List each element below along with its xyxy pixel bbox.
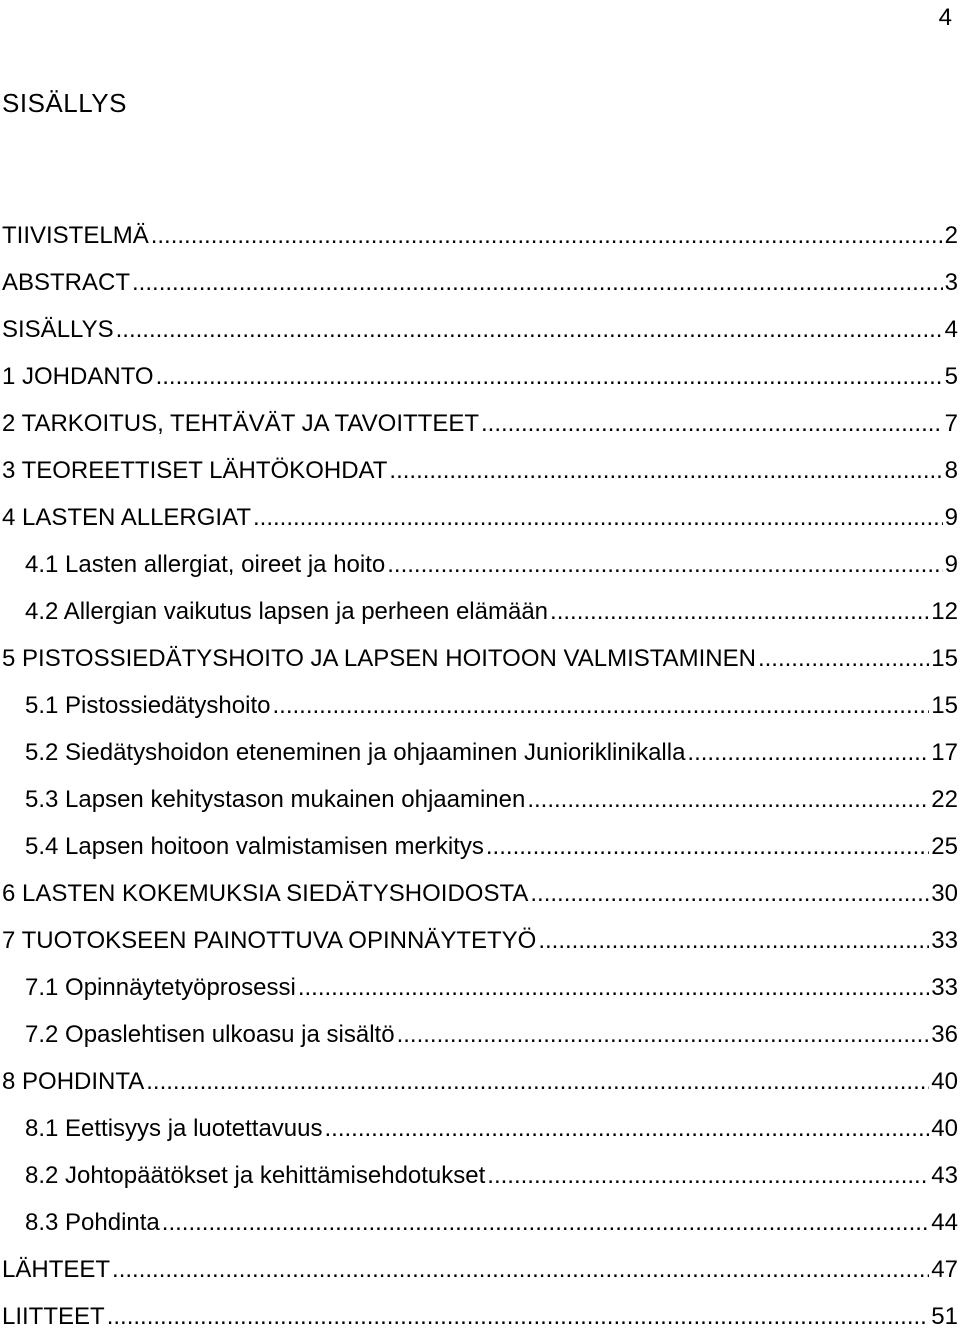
toc-entry-title: 8.2 Johtopäätökset ja kehittämisehdotukset [25, 1162, 486, 1189]
toc-entry[interactable] [0, 447, 958, 494]
toc-entry-page: 3 [944, 269, 958, 296]
toc-entry-title: 8 POHDINTA [2, 1068, 145, 1095]
toc-entry-page: 51 [931, 1303, 958, 1330]
toc-entry-page: 44 [931, 1209, 958, 1236]
toc-entry[interactable] [0, 212, 958, 259]
toc-entry[interactable] [0, 1105, 958, 1152]
toc-entry[interactable] [0, 1293, 958, 1340]
toc-entry-page: 9 [944, 504, 958, 531]
toc-entry-page: 15 [931, 645, 958, 672]
toc-entry[interactable] [0, 964, 958, 1011]
toc-dot-leader [687, 729, 929, 776]
toc-entry-title: 7 TUOTOKSEEN PAINOTTUVA OPINNÄYTETYÖ [2, 927, 537, 954]
toc-dot-leader [527, 776, 929, 823]
toc-entry-title: 5.2 Siedätyshoidon eteneminen ja ohjaaminen Junioriklinikalla [25, 739, 686, 766]
toc-entry[interactable] [0, 1246, 958, 1293]
toc-entry-page: 4 [944, 316, 958, 343]
toc-entry[interactable] [0, 682, 958, 729]
toc-dot-leader [112, 1246, 929, 1293]
toc-entry[interactable] [0, 400, 958, 447]
toc-entry[interactable] [0, 776, 958, 823]
toc-dot-leader [538, 917, 929, 964]
toc-dot-leader [107, 1293, 930, 1340]
toc-entry-page: 7 [944, 410, 958, 437]
toc-dot-leader [151, 212, 943, 259]
toc-entry[interactable] [0, 1011, 958, 1058]
toc-entry-title: 1 JOHDANTO [2, 363, 154, 390]
toc-dot-leader [481, 400, 943, 447]
toc-entry-page: 33 [931, 974, 958, 1001]
toc-entry[interactable] [0, 1058, 958, 1105]
toc-dot-leader [758, 635, 929, 682]
toc-entry-title: 4.1 Lasten allergiat, oireet ja hoito [25, 551, 386, 578]
toc-entry-page: 22 [931, 786, 958, 813]
toc-entry-title: 6 LASTEN KOKEMUKSIA SIEDÄTYSHOIDOSTA [2, 880, 529, 907]
toc-entry-page: 40 [931, 1115, 958, 1142]
toc-entry-title: LIITTEET [2, 1303, 105, 1330]
toc-dot-leader [156, 353, 943, 400]
toc-entry[interactable] [0, 1199, 958, 1246]
toc-dot-leader [116, 306, 943, 353]
toc-entry[interactable] [0, 870, 958, 917]
toc-entry[interactable] [0, 917, 958, 964]
toc-dot-leader [162, 1199, 930, 1246]
toc-entry-title: SISÄLLYS [2, 316, 114, 343]
toc-entry-title: 5.3 Lapsen kehitystason mukainen ohjaaminen [25, 786, 526, 813]
toc-dot-leader [486, 823, 929, 870]
toc-dot-leader [146, 1058, 929, 1105]
toc-entry-page: 30 [931, 880, 958, 907]
toc-dot-leader [132, 259, 943, 306]
toc-entry-title: 2 TARKOITUS, TEHTÄVÄT JA TAVOITTEET [2, 410, 479, 437]
toc-entry-title: 4 LASTEN ALLERGIAT [2, 504, 251, 531]
toc-entry-page: 5 [944, 363, 958, 390]
toc-entry[interactable] [0, 306, 958, 353]
toc-entry[interactable] [0, 729, 958, 776]
toc-dot-leader [298, 964, 929, 1011]
toc-entry-page: 8 [944, 457, 958, 484]
page-title: SISÄLLYS [2, 88, 127, 118]
toc-entry[interactable] [0, 635, 958, 682]
toc-entry[interactable] [0, 541, 958, 588]
toc-entry-page: 43 [931, 1162, 958, 1189]
toc-entry[interactable] [0, 1152, 958, 1199]
page-number: 4 [938, 4, 952, 31]
toc-entry-page: 47 [931, 1256, 958, 1283]
toc-entry-page: 9 [944, 551, 958, 578]
toc-entry[interactable] [0, 823, 958, 870]
toc-entry-page: 17 [931, 739, 958, 766]
toc-entry-title: 8.1 Eettisyys ja luotettavuus [25, 1115, 323, 1142]
toc-entry-page: 33 [931, 927, 958, 954]
toc-entry-page: 36 [931, 1021, 958, 1048]
toc-entry-title: LÄHTEET [2, 1256, 111, 1283]
toc-dot-leader [387, 541, 942, 588]
toc-dot-leader [272, 682, 929, 729]
toc-entry-title: 7.1 Opinnäytetyöprosessi [25, 974, 296, 1001]
toc-entry-title: 7.2 Opaslehtisen ulkoasu ja sisältö [25, 1021, 395, 1048]
toc-entry[interactable] [0, 353, 958, 400]
toc-entry-title: ABSTRACT [2, 269, 131, 296]
toc-entry-page: 15 [931, 692, 958, 719]
table-of-contents [0, 212, 958, 1340]
toc-entry[interactable] [0, 494, 958, 541]
toc-entry-page: 12 [931, 598, 958, 625]
toc-entry-page: 2 [944, 222, 958, 249]
toc-entry-title: 8.3 Pohdinta [25, 1209, 160, 1236]
toc-entry-page: 40 [931, 1068, 958, 1095]
toc-entry[interactable] [0, 259, 958, 306]
toc-entry-title: 4.2 Allergian vaikutus lapsen ja perheen elämään [25, 598, 549, 625]
toc-entry[interactable] [0, 588, 958, 635]
toc-dot-leader [325, 1105, 930, 1152]
toc-dot-leader [487, 1152, 929, 1199]
toc-entry-title: 5.4 Lapsen hoitoon valmistamisen merkitys [25, 833, 484, 860]
toc-entry-page: 25 [931, 833, 958, 860]
toc-entry-title: 5 PISTOSSIEDÄTYSHOITO JA LAPSEN HOITOON VALMISTAMINEN [2, 645, 756, 672]
toc-entry-title: TIIVISTELMÄ [2, 222, 149, 249]
toc-dot-leader [530, 870, 929, 917]
toc-entry-title: 3 TEOREETTISET LÄHTÖKOHDAT [2, 457, 388, 484]
toc-entry-title: 5.1 Pistossiedätyshoito [25, 692, 271, 719]
toc-dot-leader [253, 494, 943, 541]
toc-dot-leader [550, 588, 929, 635]
toc-dot-leader [397, 1011, 930, 1058]
toc-dot-leader [389, 447, 942, 494]
